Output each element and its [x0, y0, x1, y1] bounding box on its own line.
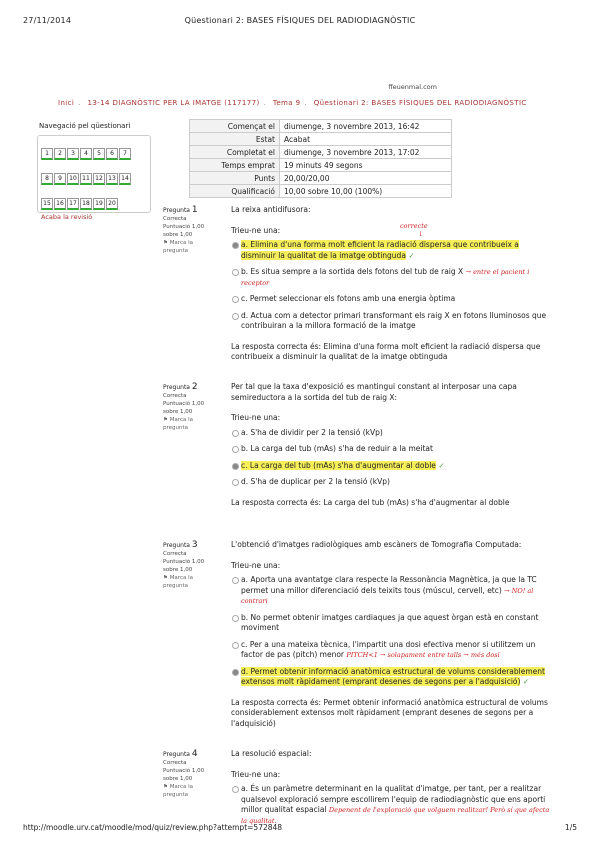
summary-value: 20,00/20,00	[280, 172, 452, 185]
flag-label: Marca la pregunta	[163, 784, 193, 798]
question-text: Per tal que la taxa d'exposició es mantingui constant al interposar una capa semireductora a la sortida del tub de raig X:	[231, 382, 517, 402]
question-grade: Puntuació 1,00 sobre 1,00	[163, 401, 205, 415]
question-grade: Puntuació 1,00 sobre 1,00	[163, 559, 205, 573]
flag-icon: ⚑	[163, 784, 168, 790]
radio-button[interactable]	[232, 786, 239, 793]
breadcrumb-topic[interactable]: Tema 9	[272, 99, 301, 107]
question-nav-button[interactable]: 16	[54, 198, 66, 210]
question-nav-button[interactable]: 1	[41, 148, 53, 160]
question-state: Correcta	[163, 551, 187, 557]
answer-option[interactable]	[231, 667, 551, 688]
attempt-summary-table	[189, 119, 452, 198]
correct-answer-feedback: La resposta correcta és: Elimina d'una forma molt eficient la radiació dispersa que contribueix a disminuir la qualitat de la imatge obtinguda	[231, 341, 541, 361]
flag-question[interactable]	[163, 783, 209, 799]
summary-key: Punts	[190, 172, 280, 185]
print-footer	[23, 823, 577, 832]
answer-text: a. És un paràmetre determinant en la qualitat d'imatge, per tant, per a realitzar qualsevol exploració sempre escollirem l'equip de radiodiagnòstic que ens aporti millor qualitat espacial	[241, 784, 546, 814]
check-icon: ✓	[408, 250, 415, 260]
flag-icon: ⚑	[163, 575, 168, 581]
flag-question[interactable]	[163, 239, 209, 255]
question-nav-button[interactable]: 10	[67, 173, 79, 185]
breadcrumb-course[interactable]: 13-14 DIAGNÒSTIC PER LA IMATGE (117177)	[87, 99, 260, 107]
flag-icon: ⚑	[163, 240, 168, 246]
question-nav-button[interactable]: 15	[41, 198, 53, 210]
print-date: 27/11/2014	[23, 16, 72, 25]
answer-option[interactable]	[231, 461, 551, 472]
answer-option[interactable]	[231, 613, 551, 634]
question-text: L'obtenció d'imatges radiològiques amb escàners de Tomografia Computada:	[231, 540, 522, 549]
check-icon: ✓	[438, 460, 445, 470]
flag-label: Marca la pregunta	[163, 417, 193, 431]
question-state: Correcta	[163, 393, 187, 399]
check-icon: ✓	[522, 677, 530, 686]
radio-button[interactable]	[232, 446, 239, 453]
user-name[interactable]: ffeuenmal.com	[388, 83, 437, 91]
question-nav-button[interactable]: 12	[93, 173, 105, 185]
quiz-navigation	[37, 122, 151, 221]
question-nav-button[interactable]: 7	[119, 148, 131, 160]
question-state: Correcta	[163, 760, 187, 766]
question-number-value: 4	[191, 749, 198, 759]
answer-option[interactable]	[231, 294, 551, 305]
question-info	[163, 750, 223, 799]
question-nav-button[interactable]: 19	[93, 198, 105, 210]
question-nav-button[interactable]: 8	[41, 173, 53, 185]
quiz-navigation-panel	[37, 135, 151, 221]
radio-button[interactable]	[232, 313, 239, 320]
question-grade: Puntuació 1,00 sobre 1,00	[163, 224, 205, 238]
answer-text: d. Actua com a detector primari transformant els raig X en fotons lluminosos que contribuiran a la millora formació de la imatge	[241, 310, 547, 330]
answer-option[interactable]	[231, 311, 551, 332]
answer-option[interactable]	[231, 640, 551, 661]
answer-option[interactable]	[231, 444, 551, 455]
summary-row	[190, 146, 452, 159]
handwritten-note: PITCH<1 → solapament entre talls → més dosi	[346, 651, 500, 659]
question-nav-button[interactable]: 9	[54, 173, 66, 185]
answer-option[interactable]	[231, 267, 551, 288]
question-info	[163, 206, 223, 255]
handwritten-note: → NO! al contrari	[241, 586, 534, 605]
question-label: Pregunta	[163, 751, 190, 758]
summary-row	[190, 185, 452, 198]
flag-icon: ⚑	[163, 417, 168, 423]
question-nav-button[interactable]: 20	[106, 198, 118, 210]
answer-option[interactable]	[231, 784, 551, 826]
correct-answer-feedback: La resposta correcta és: Permet obtenir informació anatòmica estructural de volums considerablement extensos molt ràpidament (emprant desenes de segons per a l'adquisició)	[231, 697, 548, 728]
radio-button[interactable]	[232, 642, 239, 649]
question-label: Pregunta	[163, 207, 190, 214]
flag-question[interactable]	[163, 574, 209, 590]
summary-row	[190, 120, 452, 133]
question-nav-button[interactable]: 5	[93, 148, 105, 160]
question-nav-button[interactable]: 4	[80, 148, 92, 160]
print-title: Qüestionari 2: BASES FÍSIQUES DEL RADIODIAGNÒSTIC	[184, 16, 416, 25]
answer-text: a. Elimina d'una forma molt eficient la radiació dispersa que contribueix a disminuir la qualitat de la imatge obtinguda	[241, 240, 519, 260]
print-header	[23, 16, 577, 25]
summary-row	[190, 172, 452, 185]
question-grade: Puntuació 1,00 sobre 1,00	[163, 768, 205, 782]
quiz-navigation-title: Navegació pel qüestionari	[39, 122, 131, 130]
question-nav-button[interactable]: 18	[80, 198, 92, 210]
answer-option[interactable]	[231, 240, 551, 261]
answer-text: d. Permet obtenir informació anatòmica estructural de volums considerablement extensos molt ràpidament (emprant desenes de segons per a l'adquisició)	[241, 666, 545, 686]
answer-text: d. S'ha de duplicar per 2 la tensió (kVp)	[241, 477, 390, 486]
question-nav-button[interactable]: 14	[119, 173, 131, 185]
question-state: Correcta	[163, 216, 187, 222]
answer-text: a. Aporta una avantatge clara respecte la Ressonància Magnètica, ja que la TC permet una millor diferenciació dels teixits tous (múscul, cervell, etc)	[241, 575, 537, 595]
choose-label: Trieu-ne una:	[231, 225, 281, 235]
question-number-value: 3	[191, 540, 198, 550]
breadcrumb-quiz[interactable]: Qüestionari 2: BASES FÍSIQUES DEL RADIODIAGNÒSTIC	[313, 99, 527, 107]
radio-button[interactable]	[232, 296, 239, 303]
question-info	[163, 383, 223, 432]
breadcrumb: Inici . 13-14 DIAGNÒSTIC PER LA IMATGE (117177) . Tema 9 . Qüestionari 2: BASES FÍSIQUES DEL RADIODIAGNÒSTIC	[58, 99, 527, 107]
summary-key: Temps emprat	[190, 159, 280, 172]
summary-key: Qualificació	[190, 185, 280, 198]
question-nav-button[interactable]: 13	[106, 173, 118, 185]
question-nav-button[interactable]: 11	[80, 173, 92, 185]
flag-label: Marca la pregunta	[163, 240, 193, 254]
choose-label: Trieu-ne una:	[231, 769, 281, 779]
question-label: Pregunta	[163, 384, 190, 391]
radio-button[interactable]	[232, 669, 239, 676]
question-body	[231, 205, 551, 363]
summary-value: diumenge, 3 novembre 2013, 17:02	[280, 146, 452, 159]
summary-key: Completat el	[190, 146, 280, 159]
question-body	[231, 382, 551, 508]
choose-label: Trieu-ne una:	[231, 413, 281, 422]
question-nav-button[interactable]: 3	[67, 148, 79, 160]
answer-text: b. Es situa sempre a la sortida dels fotons del tub de raig X	[241, 267, 464, 276]
handwritten-note: Depenent de l'exploració que volguem realitzar! Però sí que afecta la qualitat.	[241, 806, 550, 825]
question-number	[163, 750, 223, 759]
answer-option[interactable]	[231, 477, 551, 488]
question-number-value: 2	[191, 382, 198, 392]
radio-button[interactable]	[232, 430, 239, 437]
question-number	[163, 541, 223, 550]
flag-label: Marca la pregunta	[163, 575, 193, 589]
question-nav-button[interactable]: 2	[54, 148, 66, 160]
question-nav-button[interactable]: 6	[106, 148, 118, 160]
correct-answer-feedback: La resposta correcta és: La carga del tub (mAs) s'ha d'augmentar al doble	[231, 497, 510, 507]
footer-url: http://moodle.urv.cat/moodle/mod/quiz/review.php?attempt=572848	[23, 823, 283, 832]
answer-text: c. Permet seleccionar els fotons amb una energia òptima	[241, 294, 456, 303]
summary-value: 10,00 sobre 10,00 (100%)	[280, 185, 452, 198]
finish-review-link[interactable]: Acaba la revisió	[41, 213, 93, 221]
radio-button[interactable]	[232, 577, 239, 584]
arrow-down-icon: ↓	[418, 230, 424, 238]
summary-value: 19 minuts 49 segons	[280, 159, 452, 172]
flag-question[interactable]	[163, 416, 209, 432]
answer-text: c. La carga del tub (mAs) s'ha d'augmentar al doble	[241, 460, 436, 470]
summary-value: diumenge, 3 novembre 2013, 16:42	[280, 120, 452, 133]
question-info	[163, 541, 223, 590]
summary-value: Acabat	[280, 133, 452, 146]
summary-key: Començat el	[190, 120, 280, 133]
question-nav-button[interactable]: 17	[67, 198, 79, 210]
question-number	[163, 383, 223, 392]
summary-key: Estat	[190, 133, 280, 146]
question-body	[231, 749, 551, 832]
breadcrumb-home[interactable]: Inici	[58, 99, 75, 107]
summary-row	[190, 159, 452, 172]
footer-page: 1/5	[564, 823, 577, 832]
answer-text: b. No permet obtenir imatges cardiaques ja que aquest òrgan està en constant moviment	[241, 612, 539, 632]
radio-button[interactable]	[232, 615, 239, 622]
answer-option[interactable]	[231, 428, 551, 439]
answer-text: a. S'ha de dividir per 2 la tensió (kVp)	[241, 427, 383, 437]
radio-button[interactable]	[232, 242, 239, 249]
summary-row	[190, 133, 452, 146]
question-label: Pregunta	[163, 542, 190, 549]
question-text: La reixa antidifusora:	[231, 205, 311, 214]
radio-button[interactable]	[232, 479, 239, 486]
question-body	[231, 540, 551, 729]
handwritten-annotation: correcte	[400, 222, 428, 230]
choose-label: Trieu-ne una:	[231, 560, 281, 570]
radio-button[interactable]	[232, 463, 239, 470]
answer-text: c. Per a una mateixa tècnica, l'impartit una dosi efectiva menor si utilitzem un factor de pas (pitch) menor	[241, 639, 536, 659]
question-number	[163, 206, 223, 215]
question-number-value: 1	[191, 205, 198, 215]
answer-text: b. La carga del tub (mAs) s'ha de reduir a la meitat	[241, 444, 433, 453]
question-text: La resolució espacial:	[231, 749, 312, 758]
answer-option[interactable]	[231, 575, 551, 607]
radio-button[interactable]	[232, 269, 239, 276]
handwritten-note: → entre el pacient i receptor	[241, 268, 530, 287]
